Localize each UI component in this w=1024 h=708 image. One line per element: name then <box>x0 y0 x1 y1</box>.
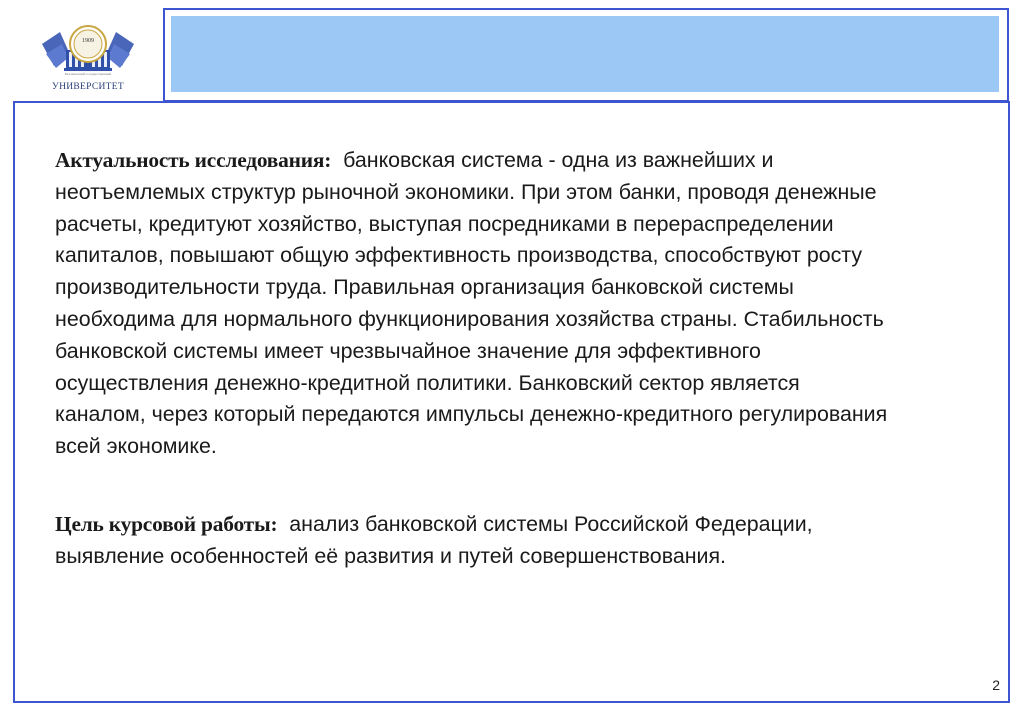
relevance-line: капиталов, повышают общую эффективность производства, способствуют росту <box>55 243 863 268</box>
university-logo <box>38 14 138 100</box>
header-band <box>171 16 999 92</box>
relevance-line: всей экономике. <box>55 434 217 459</box>
relevance-label: Актуальность исследования: <box>55 148 332 172</box>
goal-first-line <box>55 509 985 541</box>
goal-line: выявление особенностей её развития и путей совершенствования. <box>55 543 727 568</box>
goal-line: анализ банковской системы Российской Федерации, <box>289 512 813 536</box>
logo-year: 1909 <box>82 38 94 44</box>
relevance-line: каналом, через который передаются импульсы денежно-кредитного регулирования <box>55 402 888 427</box>
relevance-line: производительности труда. Правильная организация банковской системы <box>55 275 794 300</box>
logo-caption: Балашовский государственный <box>64 72 112 76</box>
relevance-first-line <box>55 145 995 177</box>
relevance-line: неотъемлемых структур рыночной экономики. При этом банки, проводя денежные <box>55 179 877 204</box>
goal-paragraph <box>55 509 985 573</box>
relevance-line: осуществления денежно-кредитной политики. Банковский сектор является <box>55 370 800 395</box>
relevance-line: расчеты, кредитуют хозяйство, выступая посредниками в перераспределении <box>55 211 834 236</box>
page-number: 2 <box>992 677 1000 693</box>
logo-title: УНИВЕРСИТЕТ <box>52 82 124 92</box>
relevance-line: необходима для нормального функционирования хозяйства страны. Стабильность <box>55 306 884 331</box>
relevance-paragraph <box>55 145 995 463</box>
relevance-line: банковская система - одна из важнейших и <box>343 148 774 172</box>
goal-label: Цель курсовой работы: <box>55 512 278 536</box>
relevance-line: банковской системы имеет чрезвычайное значение для эффективного <box>55 338 761 363</box>
